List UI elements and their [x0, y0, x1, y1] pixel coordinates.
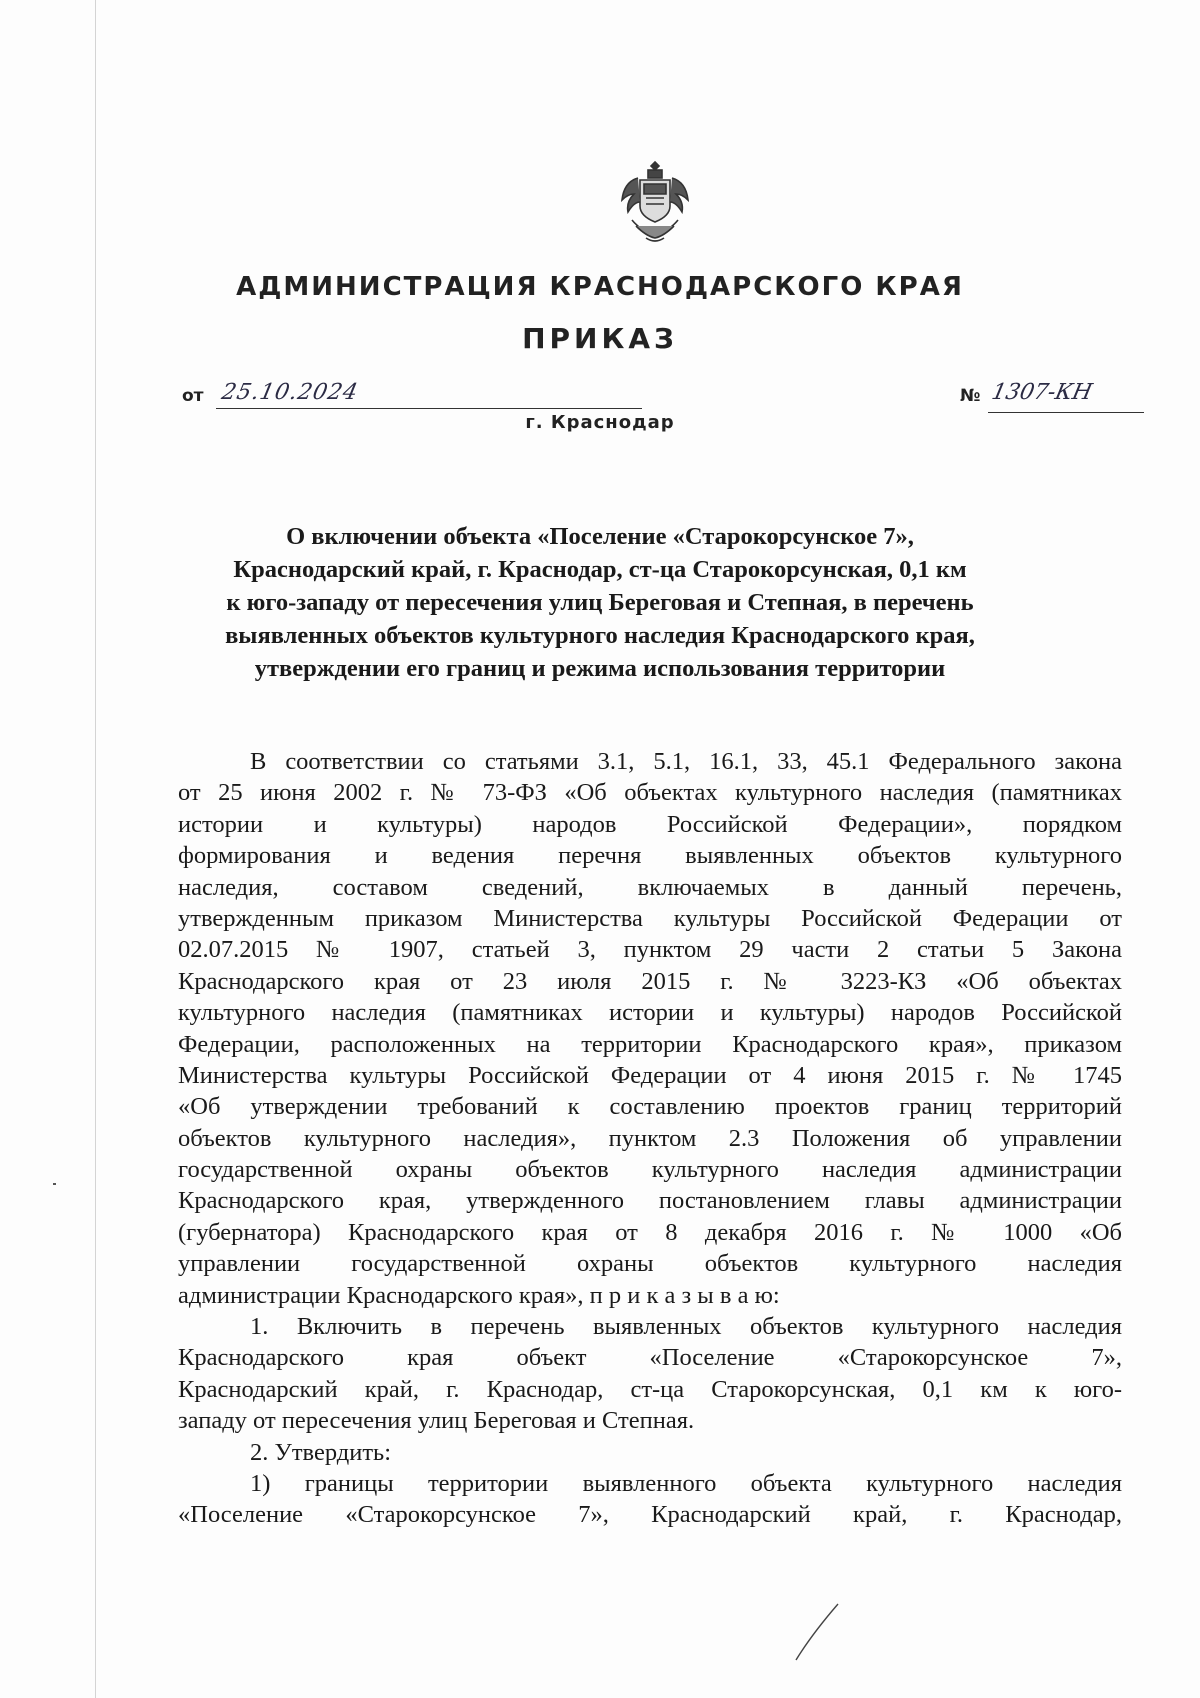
title-line: к юго-западу от пересечения улиц Береговая и Степная, в перечень [226, 589, 974, 616]
title-line: выявленных объектов культурного наследия Краснодарского края, [225, 622, 975, 649]
body-line: «Об утверждении требований к составлению проектов границ территорий [178, 1093, 1122, 1121]
document-type: ПРИКАЗ [522, 322, 678, 355]
document-body [178, 746, 1122, 1531]
body-line: управлении государственной охраны объектов культурного наследия [178, 1250, 1122, 1278]
body-line: Краснодарского края объект «Поселение «Старокорсунское 7», [178, 1344, 1122, 1372]
body-line: Министерства культуры Российской Федерации от 4 июня 2015 г. № 1745 [178, 1061, 1122, 1089]
number-handwritten: 1307-КН [989, 380, 1095, 405]
coat-of-arms-emblem [618, 160, 692, 244]
date-underline [216, 408, 642, 409]
scan-speck [53, 1183, 56, 1185]
body-line: Федерации, расположенных на территории Краснодарского края», приказом [178, 1030, 1122, 1058]
body-line: западу от пересечения улиц Береговая и Степная. [178, 1407, 695, 1435]
title-line: О включении объекта «Поселение «Старокорсунское 7», [286, 523, 914, 550]
body-line: от 25 июня 2002 г. № 73-ФЗ «Об объектах культурного наследия (памятниках [178, 779, 1122, 807]
body-line: культурного наследия (памятниках истории и культуры) народов Российской [178, 999, 1122, 1027]
body-line: наследия, составом сведений, включаемых в данный перечень, [178, 873, 1122, 901]
body-line: объектов культурного наследия», пунктом 2.3 Положения об управлении [178, 1124, 1122, 1152]
body-line: 2. Утвердить: [250, 1438, 392, 1466]
city-line: г. Краснодар [525, 412, 675, 433]
document-title [170, 520, 1030, 685]
date-label: от [182, 386, 204, 406]
body-line: администрации Краснодарского края», п р и к а з ы в а ю: [178, 1281, 780, 1309]
organization-name: АДМИНИСТРАЦИЯ КРАСНОДАРСКОГО КРАЯ [236, 272, 964, 302]
body-line: В соответствии со статьями 3.1, 5.1, 16.1, 33, 45.1 Федерального закона [250, 748, 1122, 775]
scan-edge-line [95, 0, 96, 1698]
body-line: Краснодарский край, г. Краснодар, ст-ца Старокорсунская, 0,1 км к юго- [178, 1375, 1122, 1403]
body-line: Краснодарского края от 23 июля 2015 г. № 3223-КЗ «Об объектах [178, 967, 1122, 995]
date-handwritten: 25.10.2024 [219, 380, 361, 405]
body-line: утвержденным приказом Министерства культуры Российской Федерации от [178, 904, 1122, 932]
body-line: (губернатора) Краснодарского края от 8 декабря 2016 г. № 1000 «Об [178, 1218, 1122, 1246]
body-line: государственной охраны объектов культурного наследия администрации [178, 1156, 1122, 1184]
title-line: Краснодарский край, г. Краснодар, ст-ца Старокорсунская, 0,1 км [233, 556, 967, 583]
body-line: истории и культуры) народов Российской Федерации», порядком [178, 810, 1122, 838]
pen-stroke-mark [792, 1600, 842, 1664]
body-line: 1) границы территории выявленного объекта культурного наследия [250, 1469, 1122, 1497]
body-line: «Поселение «Старокорсунское 7», Краснодарский край, г. Краснодар, [178, 1501, 1122, 1529]
body-line: 02.07.2015 № 1907, статьей 3, пунктом 29 части 2 статьи 5 Закона [178, 936, 1122, 964]
body-line: Краснодарского края, утвержденного постановлением главы администрации [178, 1187, 1122, 1215]
body-line: 1. Включить в перечень выявленных объектов культурного наследия [250, 1313, 1122, 1341]
number-label: № [960, 386, 981, 406]
body-line: формирования и ведения перечня выявленных объектов культурного [178, 842, 1122, 870]
title-line: утверждении его границ и режима использования территории [254, 655, 946, 682]
